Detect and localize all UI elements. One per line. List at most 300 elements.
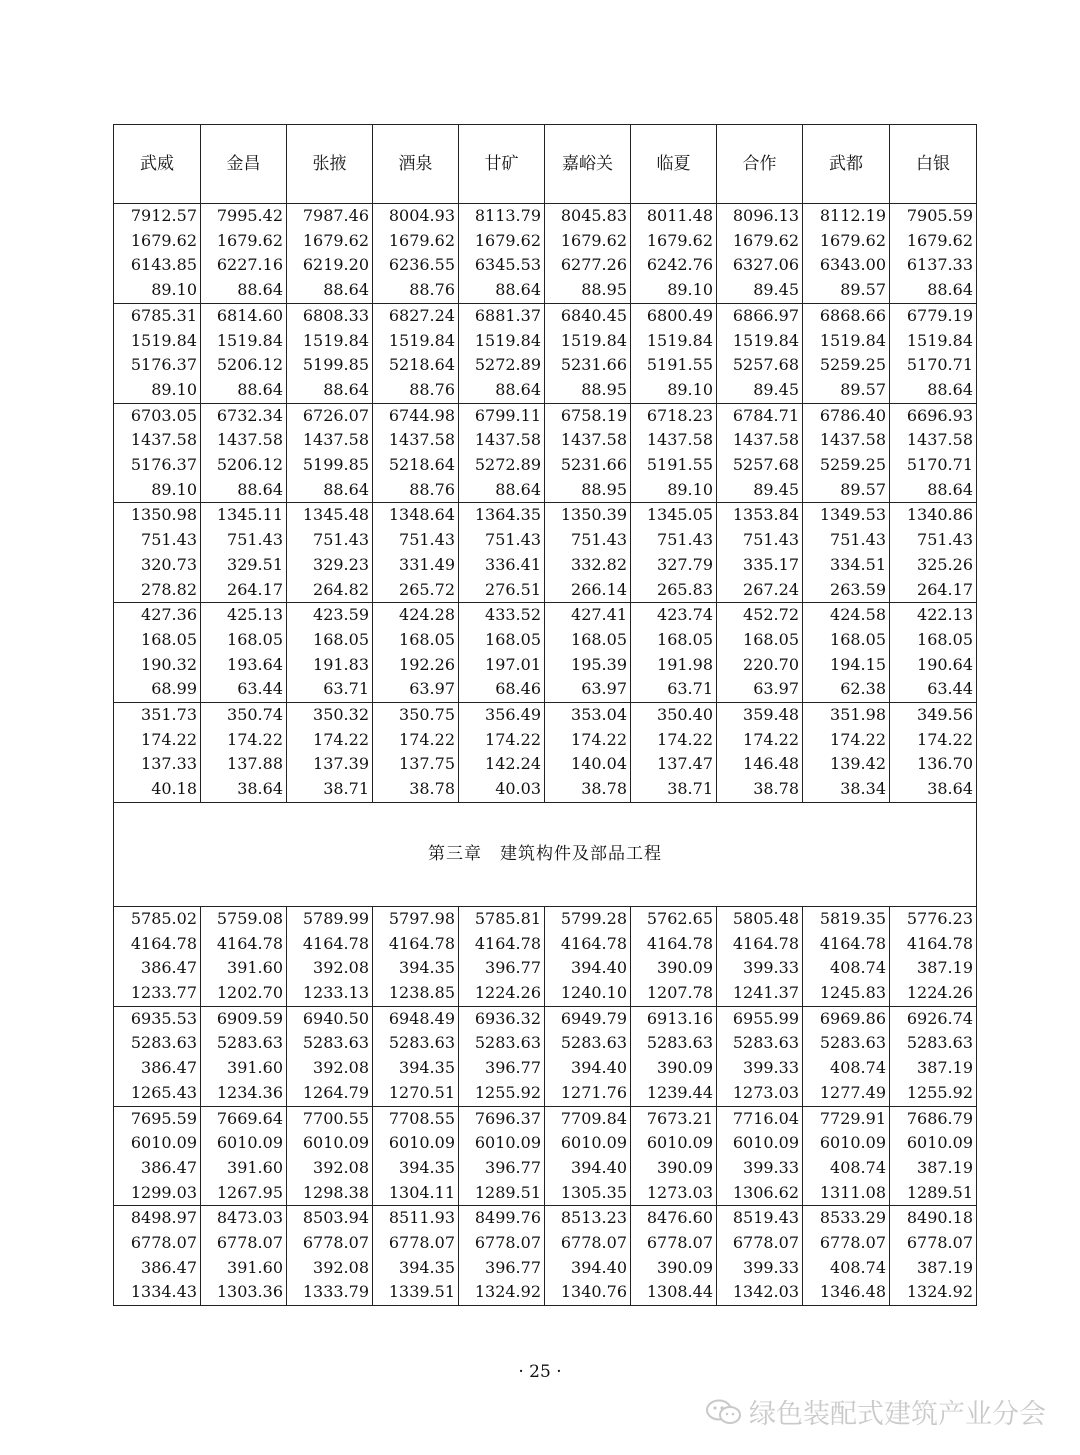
- column-header: 金昌: [201, 125, 287, 204]
- table-cell: 1519.84: [631, 329, 717, 354]
- table-cell: 5283.63: [114, 1031, 201, 1056]
- table-cell: 88.64: [201, 278, 287, 303]
- table-cell: 1519.84: [201, 329, 287, 354]
- table-cell: 386.47: [114, 1256, 201, 1281]
- table-cell: 6913.16: [631, 1006, 717, 1031]
- watermark-text: 绿色装配式建筑产业分会: [749, 1399, 1046, 1430]
- table-cell: 5170.71: [890, 353, 977, 378]
- table-cell: 5176.37: [114, 353, 201, 378]
- table-cell: 5283.63: [890, 1031, 977, 1056]
- table-cell: 387.19: [890, 1156, 977, 1181]
- table-cell: 6696.93: [890, 403, 977, 428]
- table-cell: 174.22: [287, 728, 373, 753]
- table-cell: 263.59: [803, 578, 890, 603]
- table-cell: 1289.51: [459, 1181, 545, 1206]
- table-cell: 1437.58: [114, 428, 201, 453]
- table-cell: 394.35: [373, 1156, 459, 1181]
- table-cell: 408.74: [803, 1156, 890, 1181]
- table-cell: 751.43: [890, 528, 977, 553]
- table-cell: 5797.98: [373, 906, 459, 931]
- table-row: [114, 378, 977, 403]
- table-cell: 5759.08: [201, 906, 287, 931]
- table-cell: 422.13: [890, 603, 977, 628]
- table-cell: 5785.02: [114, 906, 201, 931]
- table-cell: 325.26: [890, 553, 977, 578]
- table-cell: 1245.83: [803, 981, 890, 1006]
- table-cell: 174.22: [114, 728, 201, 753]
- table-cell: 8112.19: [803, 204, 890, 229]
- table-cell: 88.64: [201, 378, 287, 403]
- table-cell: 6909.59: [201, 1006, 287, 1031]
- table-cell: 6808.33: [287, 303, 373, 328]
- table-cell: 5199.85: [287, 353, 373, 378]
- table-cell: 394.40: [545, 956, 631, 981]
- table-cell: 359.48: [717, 703, 803, 728]
- table-cell: 6227.16: [201, 253, 287, 278]
- table-cell: 6778.07: [890, 1231, 977, 1256]
- table-cell: 38.34: [803, 777, 890, 802]
- table-cell: 391.60: [201, 1056, 287, 1081]
- table-cell: 1353.84: [717, 503, 803, 528]
- table-row: [114, 1081, 977, 1106]
- table-row: [114, 553, 977, 578]
- table-cell: 1305.35: [545, 1181, 631, 1206]
- table-cell: 7995.42: [201, 204, 287, 229]
- table-cell: 751.43: [545, 528, 631, 553]
- header-row: [114, 125, 977, 204]
- column-header: 酒泉: [373, 125, 459, 204]
- table-cell: 88.95: [545, 478, 631, 503]
- table-cell: 5283.63: [459, 1031, 545, 1056]
- table-cell: 427.41: [545, 603, 631, 628]
- table-cell: 396.77: [459, 1256, 545, 1281]
- table-cell: 6345.53: [459, 253, 545, 278]
- table-cell: 1519.84: [890, 329, 977, 354]
- table-cell: 89.10: [114, 478, 201, 503]
- table-cell: 88.64: [459, 378, 545, 403]
- table-cell: 392.08: [287, 1156, 373, 1181]
- table-cell: 1224.26: [890, 981, 977, 1006]
- table-cell: 408.74: [803, 956, 890, 981]
- table-cell: 38.78: [373, 777, 459, 802]
- table-cell: 391.60: [201, 1156, 287, 1181]
- table-cell: 5819.35: [803, 906, 890, 931]
- table-cell: 386.47: [114, 956, 201, 981]
- table-cell: 6010.09: [717, 1131, 803, 1156]
- table-row: [114, 303, 977, 328]
- table-cell: 390.09: [631, 1156, 717, 1181]
- table-cell: 5259.25: [803, 353, 890, 378]
- table-cell: 1519.84: [803, 329, 890, 354]
- table-cell: 136.70: [890, 752, 977, 777]
- table-cell: 387.19: [890, 1256, 977, 1281]
- table-cell: 88.64: [459, 278, 545, 303]
- table-cell: 137.39: [287, 752, 373, 777]
- table-cell: 5272.89: [459, 353, 545, 378]
- table-cell: 174.22: [631, 728, 717, 753]
- table-cell: 6926.74: [890, 1006, 977, 1031]
- table-cell: 190.64: [890, 653, 977, 678]
- table-cell: 142.24: [459, 752, 545, 777]
- table-cell: 423.59: [287, 603, 373, 628]
- table-cell: 195.39: [545, 653, 631, 678]
- table-cell: 335.17: [717, 553, 803, 578]
- table-cell: 8511.93: [373, 1206, 459, 1231]
- table-row: [114, 752, 977, 777]
- table-row: [114, 453, 977, 478]
- table-cell: 8096.13: [717, 204, 803, 229]
- table-cell: 350.40: [631, 703, 717, 728]
- table-cell: 5206.12: [201, 453, 287, 478]
- table-cell: 394.40: [545, 1256, 631, 1281]
- table-cell: 6948.49: [373, 1006, 459, 1031]
- table-cell: 5191.55: [631, 353, 717, 378]
- column-header: 武威: [114, 125, 201, 204]
- table-cell: 7708.55: [373, 1106, 459, 1131]
- table-row: [114, 728, 977, 753]
- table-cell: 5257.68: [717, 453, 803, 478]
- table-cell: 5805.48: [717, 906, 803, 931]
- table-cell: 6969.86: [803, 1006, 890, 1031]
- table-cell: 38.71: [287, 777, 373, 802]
- table-cell: 6936.32: [459, 1006, 545, 1031]
- table-cell: 1345.48: [287, 503, 373, 528]
- table-cell: 387.19: [890, 956, 977, 981]
- table-cell: 751.43: [803, 528, 890, 553]
- table-cell: 423.74: [631, 603, 717, 628]
- table-cell: 751.43: [459, 528, 545, 553]
- table-cell: 331.49: [373, 553, 459, 578]
- table-cell: 7700.55: [287, 1106, 373, 1131]
- table-cell: 1255.92: [459, 1081, 545, 1106]
- table-cell: 1437.58: [717, 428, 803, 453]
- table-cell: 6010.09: [201, 1131, 287, 1156]
- table-cell: 399.33: [717, 1056, 803, 1081]
- table-row: [114, 906, 977, 931]
- table-cell: 8473.03: [201, 1206, 287, 1231]
- table-cell: 394.40: [545, 1056, 631, 1081]
- table-cell: 5283.63: [287, 1031, 373, 1056]
- table-cell: 197.01: [459, 653, 545, 678]
- table-cell: 6010.09: [803, 1131, 890, 1156]
- table-cell: 1437.58: [373, 428, 459, 453]
- table-cell: 168.05: [287, 628, 373, 653]
- table-cell: 8499.76: [459, 1206, 545, 1231]
- table-cell: 4164.78: [545, 932, 631, 957]
- table-cell: 5283.63: [201, 1031, 287, 1056]
- table-cell: 332.82: [545, 553, 631, 578]
- table-row: [114, 703, 977, 728]
- table-cell: 1342.03: [717, 1280, 803, 1305]
- table-cell: 8011.48: [631, 204, 717, 229]
- table-row: [114, 428, 977, 453]
- table-cell: 146.48: [717, 752, 803, 777]
- table-cell: 1679.62: [545, 229, 631, 254]
- table-cell: 1679.62: [287, 229, 373, 254]
- table-row: [114, 1106, 977, 1131]
- table-cell: 1679.62: [114, 229, 201, 254]
- table-cell: 327.79: [631, 553, 717, 578]
- table-cell: 4164.78: [459, 932, 545, 957]
- table-cell: 38.78: [545, 777, 631, 802]
- column-header: 白银: [890, 125, 977, 204]
- table-cell: 7729.91: [803, 1106, 890, 1131]
- table-cell: 1437.58: [890, 428, 977, 453]
- table-cell: 6814.60: [201, 303, 287, 328]
- table-cell: 1273.03: [717, 1081, 803, 1106]
- table-cell: 1519.84: [545, 329, 631, 354]
- table-row: [114, 403, 977, 428]
- table-cell: 6219.20: [287, 253, 373, 278]
- table-row: [114, 1006, 977, 1031]
- table-cell: 1334.43: [114, 1280, 201, 1305]
- table-cell: 88.64: [890, 378, 977, 403]
- table-row: [114, 956, 977, 981]
- table-cell: 168.05: [717, 628, 803, 653]
- table-cell: 5191.55: [631, 453, 717, 478]
- table-cell: 751.43: [114, 528, 201, 553]
- watermark: [705, 1392, 1046, 1431]
- table-cell: 1255.92: [890, 1081, 977, 1106]
- table-row: [114, 1181, 977, 1206]
- table-cell: 6744.98: [373, 403, 459, 428]
- table-cell: 1277.49: [803, 1081, 890, 1106]
- table-cell: 5762.65: [631, 906, 717, 931]
- table-cell: 40.18: [114, 777, 201, 802]
- table-cell: 452.72: [717, 603, 803, 628]
- table-cell: 1519.84: [114, 329, 201, 354]
- table-cell: 1224.26: [459, 981, 545, 1006]
- table-cell: 8490.18: [890, 1206, 977, 1231]
- table-cell: 168.05: [459, 628, 545, 653]
- table-cell: 1233.13: [287, 981, 373, 1006]
- table-cell: 4164.78: [287, 932, 373, 957]
- table-cell: 4164.78: [803, 932, 890, 957]
- table-cell: 5231.66: [545, 353, 631, 378]
- table-cell: 62.38: [803, 677, 890, 702]
- table-cell: 6799.11: [459, 403, 545, 428]
- table-cell: 265.83: [631, 578, 717, 603]
- table-cell: 6236.55: [373, 253, 459, 278]
- chapter-title: 第三章 建筑构件及部品工程: [114, 802, 977, 906]
- table-cell: 6277.26: [545, 253, 631, 278]
- table-cell: 1437.58: [545, 428, 631, 453]
- table-cell: 168.05: [114, 628, 201, 653]
- table-cell: 1311.08: [803, 1181, 890, 1206]
- table-cell: 1350.98: [114, 503, 201, 528]
- table-cell: 5799.28: [545, 906, 631, 931]
- table-cell: 6718.23: [631, 403, 717, 428]
- table-cell: 1202.70: [201, 981, 287, 1006]
- table-cell: 5283.63: [803, 1031, 890, 1056]
- table-cell: 1324.92: [890, 1280, 977, 1305]
- table-cell: 4164.78: [717, 932, 803, 957]
- table-row: [114, 229, 977, 254]
- table-row: [114, 478, 977, 503]
- table-cell: 5776.23: [890, 906, 977, 931]
- table-cell: 1345.05: [631, 503, 717, 528]
- table-row: [114, 1131, 977, 1156]
- table-row: [114, 932, 977, 957]
- table-cell: 7716.04: [717, 1106, 803, 1131]
- table-cell: 265.72: [373, 578, 459, 603]
- table-cell: 1333.79: [287, 1280, 373, 1305]
- table-cell: 174.22: [201, 728, 287, 753]
- table-cell: 266.14: [545, 578, 631, 603]
- table-cell: 88.76: [373, 278, 459, 303]
- table-cell: 264.82: [287, 578, 373, 603]
- table-cell: 6778.07: [201, 1231, 287, 1256]
- table-cell: 6786.40: [803, 403, 890, 428]
- table-cell: 7912.57: [114, 204, 201, 229]
- table-row: [114, 329, 977, 354]
- table-cell: 1339.51: [373, 1280, 459, 1305]
- table-cell: 194.15: [803, 653, 890, 678]
- table-cell: 168.05: [373, 628, 459, 653]
- table-cell: 6800.49: [631, 303, 717, 328]
- table-cell: 63.97: [373, 677, 459, 702]
- table-cell: 1679.62: [717, 229, 803, 254]
- table-cell: 191.83: [287, 653, 373, 678]
- table-cell: 6935.53: [114, 1006, 201, 1031]
- table-cell: 350.74: [201, 703, 287, 728]
- table-cell: 8113.79: [459, 204, 545, 229]
- table-row: [114, 777, 977, 802]
- table-cell: 6010.09: [459, 1131, 545, 1156]
- table-cell: 89.10: [631, 378, 717, 403]
- table-cell: 88.64: [287, 278, 373, 303]
- table-cell: 8513.23: [545, 1206, 631, 1231]
- table-cell: 7695.59: [114, 1106, 201, 1131]
- table-cell: 1437.58: [803, 428, 890, 453]
- table-cell: 6785.31: [114, 303, 201, 328]
- table-cell: 88.95: [545, 378, 631, 403]
- table-cell: 267.24: [717, 578, 803, 603]
- table-cell: 88.64: [287, 478, 373, 503]
- table-row: [114, 253, 977, 278]
- table-cell: 1348.64: [373, 503, 459, 528]
- table-cell: 387.19: [890, 1056, 977, 1081]
- table-cell: 264.17: [201, 578, 287, 603]
- table-cell: 174.22: [459, 728, 545, 753]
- table-cell: 1240.10: [545, 981, 631, 1006]
- table-cell: 336.41: [459, 553, 545, 578]
- table-cell: 6784.71: [717, 403, 803, 428]
- table-cell: 192.26: [373, 653, 459, 678]
- table-cell: 1437.58: [201, 428, 287, 453]
- table-cell: 6010.09: [373, 1131, 459, 1156]
- table-row: [114, 1231, 977, 1256]
- table-cell: 5199.85: [287, 453, 373, 478]
- table-cell: 137.47: [631, 752, 717, 777]
- table-cell: 399.33: [717, 1256, 803, 1281]
- table-cell: 1270.51: [373, 1081, 459, 1106]
- table-cell: 38.71: [631, 777, 717, 802]
- table-cell: 220.70: [717, 653, 803, 678]
- table-cell: 8498.97: [114, 1206, 201, 1231]
- table-cell: 349.56: [890, 703, 977, 728]
- table-cell: 6010.09: [114, 1131, 201, 1156]
- table-cell: 6868.66: [803, 303, 890, 328]
- table-cell: 6881.37: [459, 303, 545, 328]
- table-cell: 4164.78: [201, 932, 287, 957]
- table-cell: 40.03: [459, 777, 545, 802]
- table-cell: 427.36: [114, 603, 201, 628]
- table-cell: 1267.95: [201, 1181, 287, 1206]
- table-cell: 174.22: [890, 728, 977, 753]
- table-cell: 391.60: [201, 1256, 287, 1281]
- table-cell: 5218.64: [373, 453, 459, 478]
- table-cell: 1303.36: [201, 1280, 287, 1305]
- table-cell: 6732.34: [201, 403, 287, 428]
- table-cell: 424.28: [373, 603, 459, 628]
- table-cell: 1679.62: [459, 229, 545, 254]
- table-row: [114, 278, 977, 303]
- table-cell: 7686.79: [890, 1106, 977, 1131]
- table-cell: 88.64: [459, 478, 545, 503]
- table-cell: 1340.86: [890, 503, 977, 528]
- table-row: [114, 628, 977, 653]
- table-cell: 168.05: [545, 628, 631, 653]
- table-cell: 1308.44: [631, 1280, 717, 1305]
- table-cell: 6010.09: [631, 1131, 717, 1156]
- table-cell: 5218.64: [373, 353, 459, 378]
- table-cell: 1241.37: [717, 981, 803, 1006]
- table-cell: 392.08: [287, 956, 373, 981]
- table-cell: 386.47: [114, 1056, 201, 1081]
- table-cell: 174.22: [373, 728, 459, 753]
- table-cell: 1519.84: [459, 329, 545, 354]
- table-cell: 88.64: [890, 478, 977, 503]
- table-cell: 390.09: [631, 1256, 717, 1281]
- table-cell: 7696.37: [459, 1106, 545, 1131]
- table-cell: 1234.36: [201, 1081, 287, 1106]
- table-cell: 1346.48: [803, 1280, 890, 1305]
- table-cell: 394.35: [373, 1056, 459, 1081]
- table-cell: 88.76: [373, 378, 459, 403]
- table-row: [114, 353, 977, 378]
- table-row: [114, 1256, 977, 1281]
- table-cell: 356.49: [459, 703, 545, 728]
- table-cell: 8004.93: [373, 204, 459, 229]
- table-cell: 396.77: [459, 1056, 545, 1081]
- table-cell: 350.75: [373, 703, 459, 728]
- wechat-icon: [705, 1398, 743, 1426]
- table-cell: 7709.84: [545, 1106, 631, 1131]
- table-cell: 408.74: [803, 1056, 890, 1081]
- table-cell: 1207.78: [631, 981, 717, 1006]
- table-cell: 424.58: [803, 603, 890, 628]
- table-cell: 168.05: [201, 628, 287, 653]
- table-cell: 190.32: [114, 653, 201, 678]
- table-cell: 88.64: [201, 478, 287, 503]
- table-cell: 89.45: [717, 478, 803, 503]
- table-cell: 394.35: [373, 956, 459, 981]
- table-cell: 89.10: [114, 378, 201, 403]
- table-cell: 390.09: [631, 956, 717, 981]
- table-cell: 6242.76: [631, 253, 717, 278]
- table-cell: 140.04: [545, 752, 631, 777]
- table-cell: 6010.09: [287, 1131, 373, 1156]
- table-cell: 63.44: [890, 677, 977, 702]
- table-cell: 6778.07: [717, 1231, 803, 1256]
- table-cell: 88.64: [890, 278, 977, 303]
- table-cell: 353.04: [545, 703, 631, 728]
- table-cell: 8519.43: [717, 1206, 803, 1231]
- table-row: [114, 653, 977, 678]
- table-cell: 1271.76: [545, 1081, 631, 1106]
- table-cell: 351.73: [114, 703, 201, 728]
